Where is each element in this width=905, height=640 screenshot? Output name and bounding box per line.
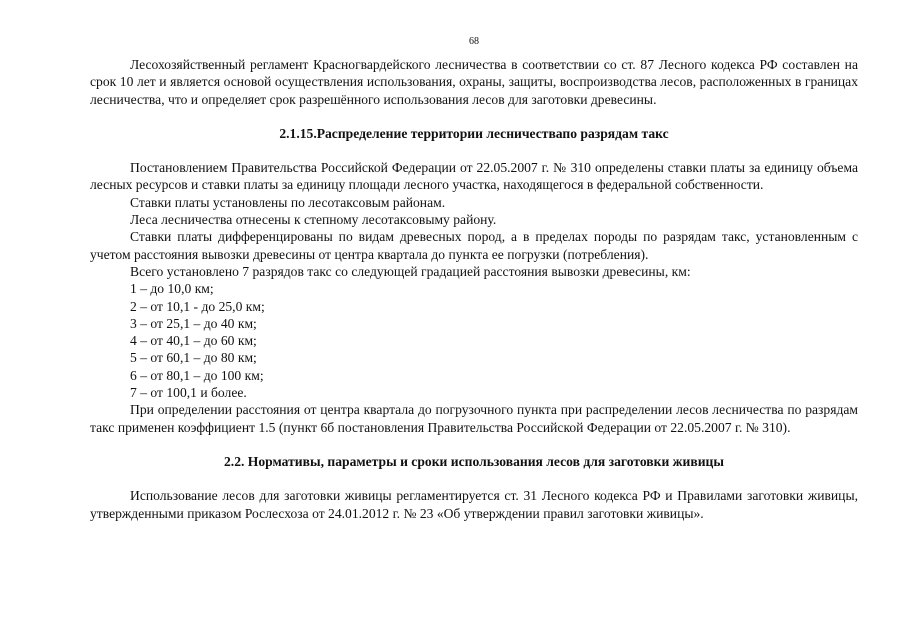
paragraph-resin-harvesting: Использование лесов для заготовки живицы регламентируется ст. 31 Лесного кодекса РФ и Правилами заготовки живицы, утвержденными приказом Рослесхоза от 24.01.2012 г. № 23 «Об утверждении правил заготовки живицы».	[90, 488, 858, 521]
paragraph-ranks-intro: Всего установлено 7 разрядов такс со следующей градацией расстояния вывозки древесины, км:	[130, 263, 691, 279]
tax-rank-item: 6 – от 80,1 – до 100 км;	[130, 367, 264, 383]
document-page	[90, 0, 858, 640]
tax-rank-item: 3 – от 25,1 – до 40 км;	[130, 315, 257, 331]
document-body	[90, 56, 858, 522]
paragraph-resolution: Постановлением Правительства Российской Федерации от 22.05.2007 г. № 310 определены ставки платы за единицу объема лесных ресурсов и ставки платы за единицу площади лесного участка, находящегося в федеральной собственности.	[90, 160, 858, 193]
section-heading-2-1-15: 2.1.15.Распределение территории лесничествапо разрядам такс	[279, 125, 669, 141]
tax-rank-item: 4 – от 40,1 – до 60 км;	[130, 333, 257, 349]
paragraph-rates-differentiated: Ставки платы дифференцированы по видам древесных пород, а в пределах породы по разрядам такс, установленным с учетом расстояния вывозки древесины от центра квартала до пункта ее погрузки (потребления).	[90, 229, 858, 262]
tax-rank-item: 2 – от 10,1 - до 25,0 км;	[130, 298, 265, 314]
tax-ranks-list	[90, 280, 858, 401]
tax-rank-item: 1 – до 10,0 км;	[130, 281, 214, 297]
tax-rank-item: 5 – от 60,1 – до 80 км;	[130, 350, 257, 366]
tax-rank-item: 7 – от 100,1 и более.	[130, 385, 247, 401]
paragraph-steppe-district: Леса лесничества отнесены к степному лесотаксовыму району.	[130, 212, 497, 228]
section-heading-2-2: 2.2. Нормативы, параметры и сроки использования лесов для заготовки живицы	[224, 453, 724, 469]
paragraph-rates-districts: Ставки платы установлены по лесотаксовым районам.	[130, 194, 446, 210]
paragraph-coefficient: При определении расстояния от центра квартала до погрузочного пункта при распределении лесов лесничества по разрядам такс применен коэффициент 1.5 (пункт 6б постановления Правительства Российской Федерации от 22.05.2007 г. № 310).	[90, 402, 858, 435]
intro-paragraph: Лесохозяйственный регламент Красногвардейского лесничества в соответствии со ст. 87 Лесного кодекса РФ составлен на срок 10 лет и является основой осуществления использования, охраны, защиты, воспроизводства лесов, расположенных в границах лесничества, что и определяет срок разрешённого использования лесов для заготовки древесины.	[90, 57, 858, 107]
page-number: 68	[469, 36, 479, 47]
